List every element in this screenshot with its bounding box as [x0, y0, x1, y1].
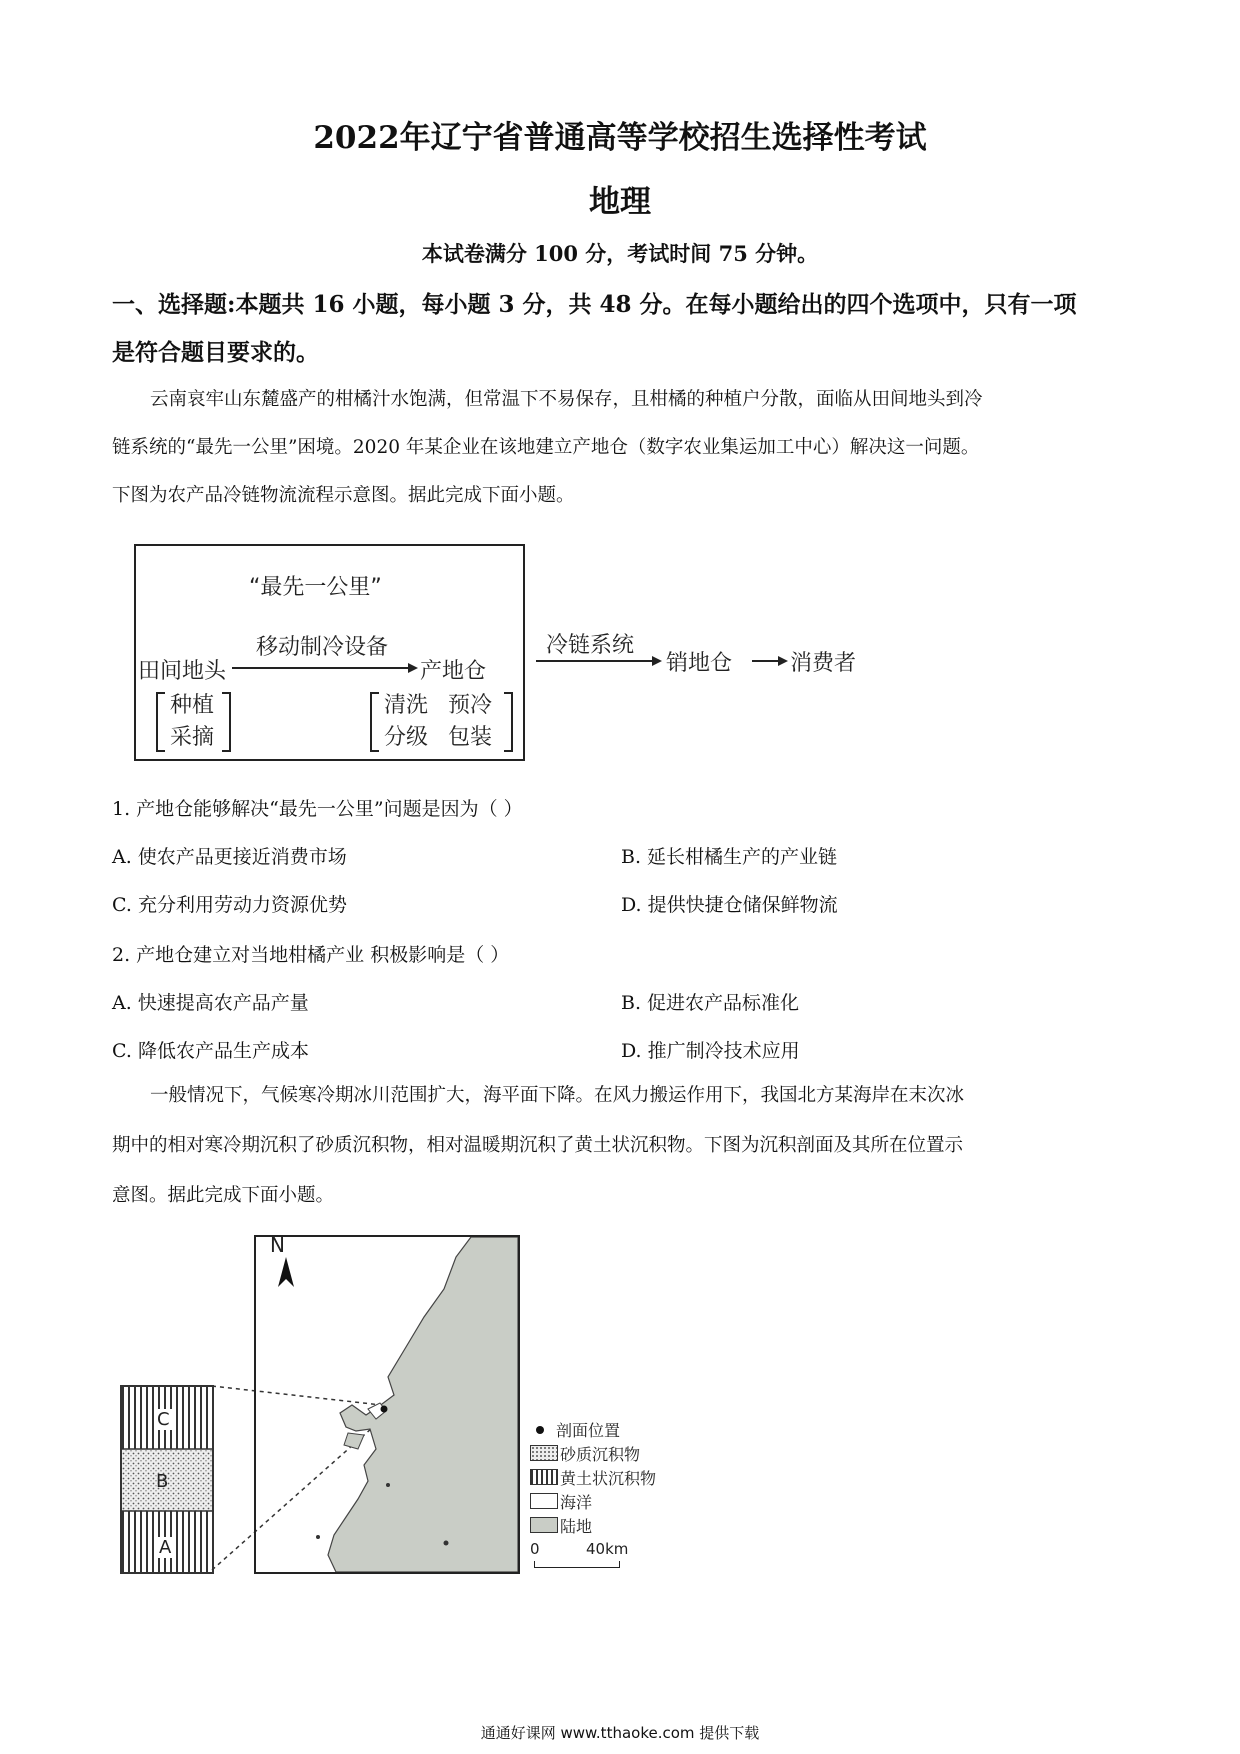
flow-mobile-label: 移动制冷设备: [256, 635, 389, 660]
subject-title: 地理: [589, 184, 651, 220]
passage1-line1: 云南哀牢山东麓盛产的柑橘汁水饱满，但常温下不易保存，且柑橘的种植户分散，面临从田间地头到冷: [150, 389, 983, 410]
flow-pack: 包装: [448, 725, 493, 750]
score-line: 本试卷满分 100 分，考试时间 75 分钟。: [421, 241, 819, 266]
location-map-graphic: [256, 1237, 518, 1572]
flow-warehouse: 产地仓: [420, 659, 487, 684]
flow-top-label: “最先一公里”: [249, 575, 382, 600]
q2-option-d: D. 推广制冷技术应用: [621, 1040, 800, 1062]
q1-option-b: B. 延长柑橘生产的产业链: [621, 846, 838, 868]
flow-plant: 种植: [170, 693, 215, 718]
profile-location-dot: [381, 1406, 388, 1413]
legend-sand-swatch: [530, 1445, 558, 1461]
question-1-stem: 1. 产地仓能够解决“最先一公里”问题是因为（ ）: [112, 798, 523, 820]
q1-option-d: D. 提供快捷仓储保鲜物流: [621, 894, 838, 916]
passage2-line2: 期中的相对寒冷期沉积了砂质沉积物，相对温暖期沉积了黄土状沉积物。下图为沉积剖面及其所在位置示: [112, 1135, 964, 1156]
north-arrow-icon: [278, 1257, 294, 1287]
passage1-line2: 链系统的“最先一公里”困境。2020 年某企业在该地建立产地仓（数字农业集运加工中心）解决这一问题。: [112, 437, 980, 458]
flow-grade: 分级: [384, 725, 429, 750]
flow-field: 田间地头: [138, 659, 227, 684]
flow-wash: 清洗: [384, 693, 429, 718]
scale-bar: [534, 1561, 620, 1568]
q1-option-a: A. 使农产品更接近消费市场: [112, 846, 347, 868]
scale-zero: 0: [530, 1540, 540, 1558]
section-heading-line1: 一、选择题:本题共 16 小题，每小题 3 分，共 48 分。在每小题给出的四个选项中，只有一项: [112, 291, 1077, 318]
q2-option-c: C. 降低农产品生产成本: [112, 1040, 309, 1062]
legend-loess: 黄土状沉积物: [560, 1469, 657, 1488]
footer-source: 通通好课网 www.tthaoke.com 提供下载: [480, 1724, 760, 1742]
flow-precool: 预冷: [448, 693, 493, 718]
flow-pick: 采摘: [170, 725, 215, 750]
location-map: [254, 1235, 520, 1574]
passage2-line3: 意图。据此完成下面小题。: [112, 1185, 335, 1206]
question-2-stem: 2. 产地仓建立对当地柑橘产业 积极影响是（ ）: [112, 944, 510, 966]
north-label: N: [270, 1235, 285, 1257]
passage2-line1: 一般情况下，气候寒冷期冰川范围扩大，海平面下降。在风力搬运作用下，我国北方某海岸在末次冰: [150, 1085, 965, 1106]
section-heading-line2: 是符合题目要求的。: [112, 339, 319, 366]
legend-sea-swatch: [530, 1493, 558, 1509]
legend-sea: 海洋: [560, 1493, 593, 1512]
q2-option-b: B. 促进农产品标准化: [621, 992, 800, 1014]
flow-consumer: 消费者: [790, 651, 857, 676]
q1-option-c: C. 充分利用劳动力资源优势: [112, 894, 347, 916]
flow-sales: 销地仓: [666, 651, 733, 676]
legend-profile: 剖面位置: [556, 1421, 621, 1440]
legend-land: 陆地: [560, 1517, 593, 1536]
map-legend: [530, 1418, 700, 1568]
land-mass: [328, 1237, 518, 1572]
layer-a-label: A: [156, 1537, 174, 1558]
legend-loess-swatch: [530, 1469, 558, 1485]
layer-b-label: B: [156, 1471, 169, 1492]
layer-c-label: C: [154, 1409, 173, 1430]
q2-option-a: A. 快速提高农产品产量: [112, 992, 309, 1014]
legend-sand: 砂质沉积物: [560, 1445, 641, 1464]
legend-land-swatch: [530, 1517, 558, 1533]
flow-coldchain-label: 冷链系统: [546, 633, 635, 658]
passage1-line3: 下图为农产品冷链物流流程示意图。据此完成下面小题。: [112, 485, 575, 506]
scale-km: 40km: [586, 1540, 629, 1558]
legend-dot-icon: [536, 1426, 544, 1434]
page-title: 2022年辽宁省普通高等学校招生选择性考试: [313, 120, 927, 156]
